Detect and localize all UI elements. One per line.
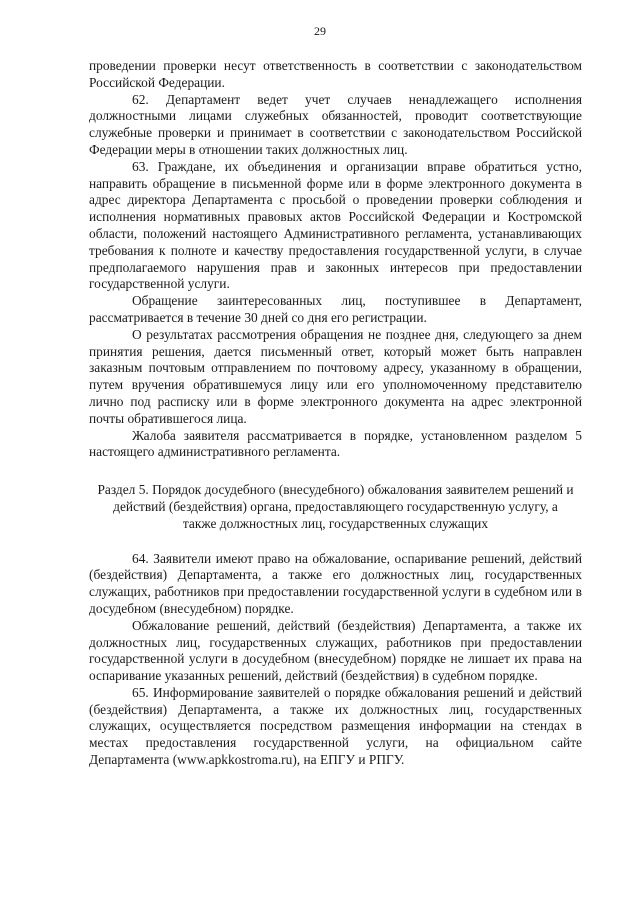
section-heading: Раздел 5. Порядок досудебного (внесудебного) обжалования заявителем решений и действий (бездействия) органа, предоставляющего государственную услугу, а также должностных лиц, государственных служащих	[97, 482, 574, 531]
document-body	[89, 58, 582, 769]
paragraph-63: 63. Граждане, их объединения и организации вправе обратиться устно, направить обращение в письменной форме или в форме электронного документа в адрес директора Департамента с просьбой о проведении проверки соблюдения и исполнения нормативных правовых актов Российской Федерации и Костромской области, положений настоящего Административного регламента, устанавливающих требования к полноте и качеству предоставления государственной услуги, в случае предполагаемого нарушения прав и законных интересов при предоставлении государственной услуги.	[89, 158, 582, 292]
paragraph-appeal-result: О результатах рассмотрения обращения не позднее дня, следующего за днем принятия решения, дается письменный ответ, который может быть направлен заказным почтовым отправлением по почтовому адресу, указанному в обращении, путем вручения обратившемуся лицу или его уполномоченному представителю лично под расписку или в форме электронного документа на адрес электронной почты обратившегося лица.	[89, 326, 582, 426]
paragraph-continuation: проведении проверки несут ответственность в соответствии с законодательством Российской Федерации.	[89, 58, 582, 90]
paragraph-appeal-term: Обращение заинтересованных лиц, поступившее в Департамент, рассматривается в течение 30 дней со дня его регистрации.	[89, 293, 582, 325]
paragraph-65: 65. Информирование заявителей о порядке обжалования решений и действий (бездействия) Департамента, а также их должностных лиц, государственных служащих, осуществляется посредством размещения информации на стендах в местах предоставления государственной услуги, на официальном сайте Департамента (www.apkkostroma.ru), на ЕПГУ и РПГУ.	[89, 684, 582, 768]
paragraph-64: 64. Заявители имеют право на обжалование, оспаривание решений, действий (бездействия) Департамента, а также его должностных лиц, государственных служащих, работников при предоставлении государственной услуги в судебном или в досудебном (внесудебном) порядке.	[89, 550, 582, 616]
paragraph-62: 62. Департамент ведет учет случаев ненадлежащего исполнения должностными лицами служебных обязанностей, проводит соответствующие служебные проверки и принимает в соответствии с законодательством Российской Федерации меры в отношении таких должностных лиц.	[89, 91, 582, 157]
paragraph-complaint: Жалоба заявителя рассматривается в порядке, установленном разделом 5 настоящего административного регламента.	[89, 427, 582, 460]
page-number: 29	[314, 24, 326, 38]
paragraph-appeal-rights: Обжалование решений, действий (бездействия) Департамента, а также их должностных лиц, государственных служащих, работников при предоставлении государственной услуги в досудебном (внесудебном) порядке не лишает их права на оспаривание указанных решений, действий (бездействия) в судебном порядке.	[89, 617, 582, 684]
